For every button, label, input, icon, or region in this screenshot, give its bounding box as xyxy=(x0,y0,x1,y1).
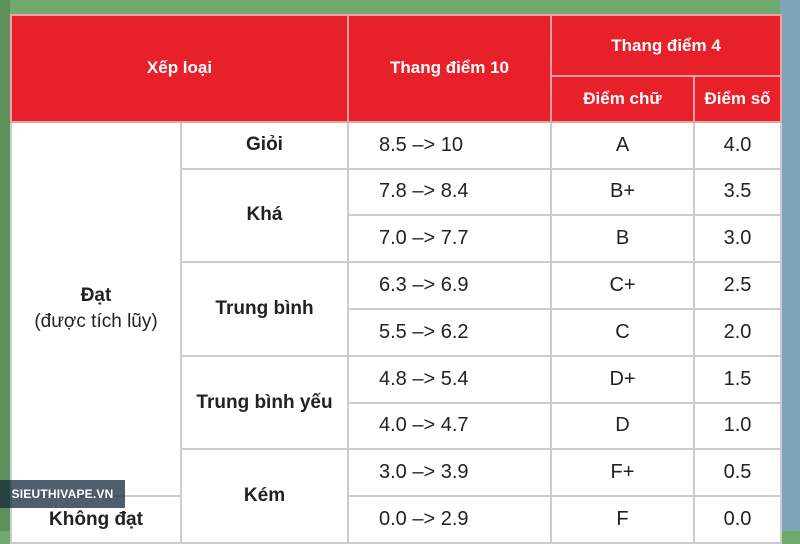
range-cell: 3.0 –> 3.9 xyxy=(348,449,551,496)
score-cell: 2.0 xyxy=(694,309,781,356)
level-excellent: Giỏi xyxy=(181,122,348,169)
score-cell: 4.0 xyxy=(694,122,781,169)
letter-cell: C xyxy=(551,309,694,356)
score-cell: 3.0 xyxy=(694,215,781,262)
letter-cell: D+ xyxy=(551,356,694,403)
letter-cell: D xyxy=(551,403,694,450)
header-scale-4: Thang điểm 4 xyxy=(551,15,781,76)
score-cell: 0.0 xyxy=(694,496,781,543)
letter-cell: F+ xyxy=(551,449,694,496)
letter-cell: C+ xyxy=(551,262,694,309)
score-cell: 1.5 xyxy=(694,356,781,403)
background-building-left xyxy=(0,0,10,531)
score-cell: 2.5 xyxy=(694,262,781,309)
letter-cell: A xyxy=(551,122,694,169)
range-cell: 0.0 –> 2.9 xyxy=(348,496,551,543)
score-cell: 1.0 xyxy=(694,403,781,450)
level-poor: Kém xyxy=(181,449,348,543)
level-below-average: Trung bình yếu xyxy=(181,356,348,450)
score-cell: 0.5 xyxy=(694,449,781,496)
range-cell: 4.0 –> 4.7 xyxy=(348,403,551,450)
group-pass xyxy=(11,122,181,496)
range-cell: 8.5 –> 10 xyxy=(348,122,551,169)
range-cell: 6.3 –> 6.9 xyxy=(348,262,551,309)
group-fail: Không đạt xyxy=(11,496,181,543)
letter-cell: B+ xyxy=(551,169,694,216)
header-letter-grade: Điểm chữ xyxy=(551,76,694,122)
letter-cell: B xyxy=(551,215,694,262)
watermark: SIEUTHIVAPE.VN xyxy=(0,480,125,508)
range-cell: 7.0 –> 7.7 xyxy=(348,215,551,262)
grade-table xyxy=(10,14,782,544)
header-scale-10: Thang điểm 10 xyxy=(348,15,551,122)
score-cell: 3.5 xyxy=(694,169,781,216)
range-cell: 4.8 –> 5.4 xyxy=(348,356,551,403)
letter-cell: F xyxy=(551,496,694,543)
level-average: Trung bình xyxy=(181,262,348,356)
group-pass-sublabel: (được tích lũy) xyxy=(34,310,158,332)
group-pass-label: Đạt xyxy=(80,284,112,306)
range-cell: 5.5 –> 6.2 xyxy=(348,309,551,356)
header-classification: Xếp loại xyxy=(11,15,348,122)
range-cell: 7.8 –> 8.4 xyxy=(348,169,551,216)
header-number-score: Điểm số xyxy=(694,76,781,122)
background-building-right xyxy=(780,0,800,531)
level-good: Khá xyxy=(181,169,348,263)
